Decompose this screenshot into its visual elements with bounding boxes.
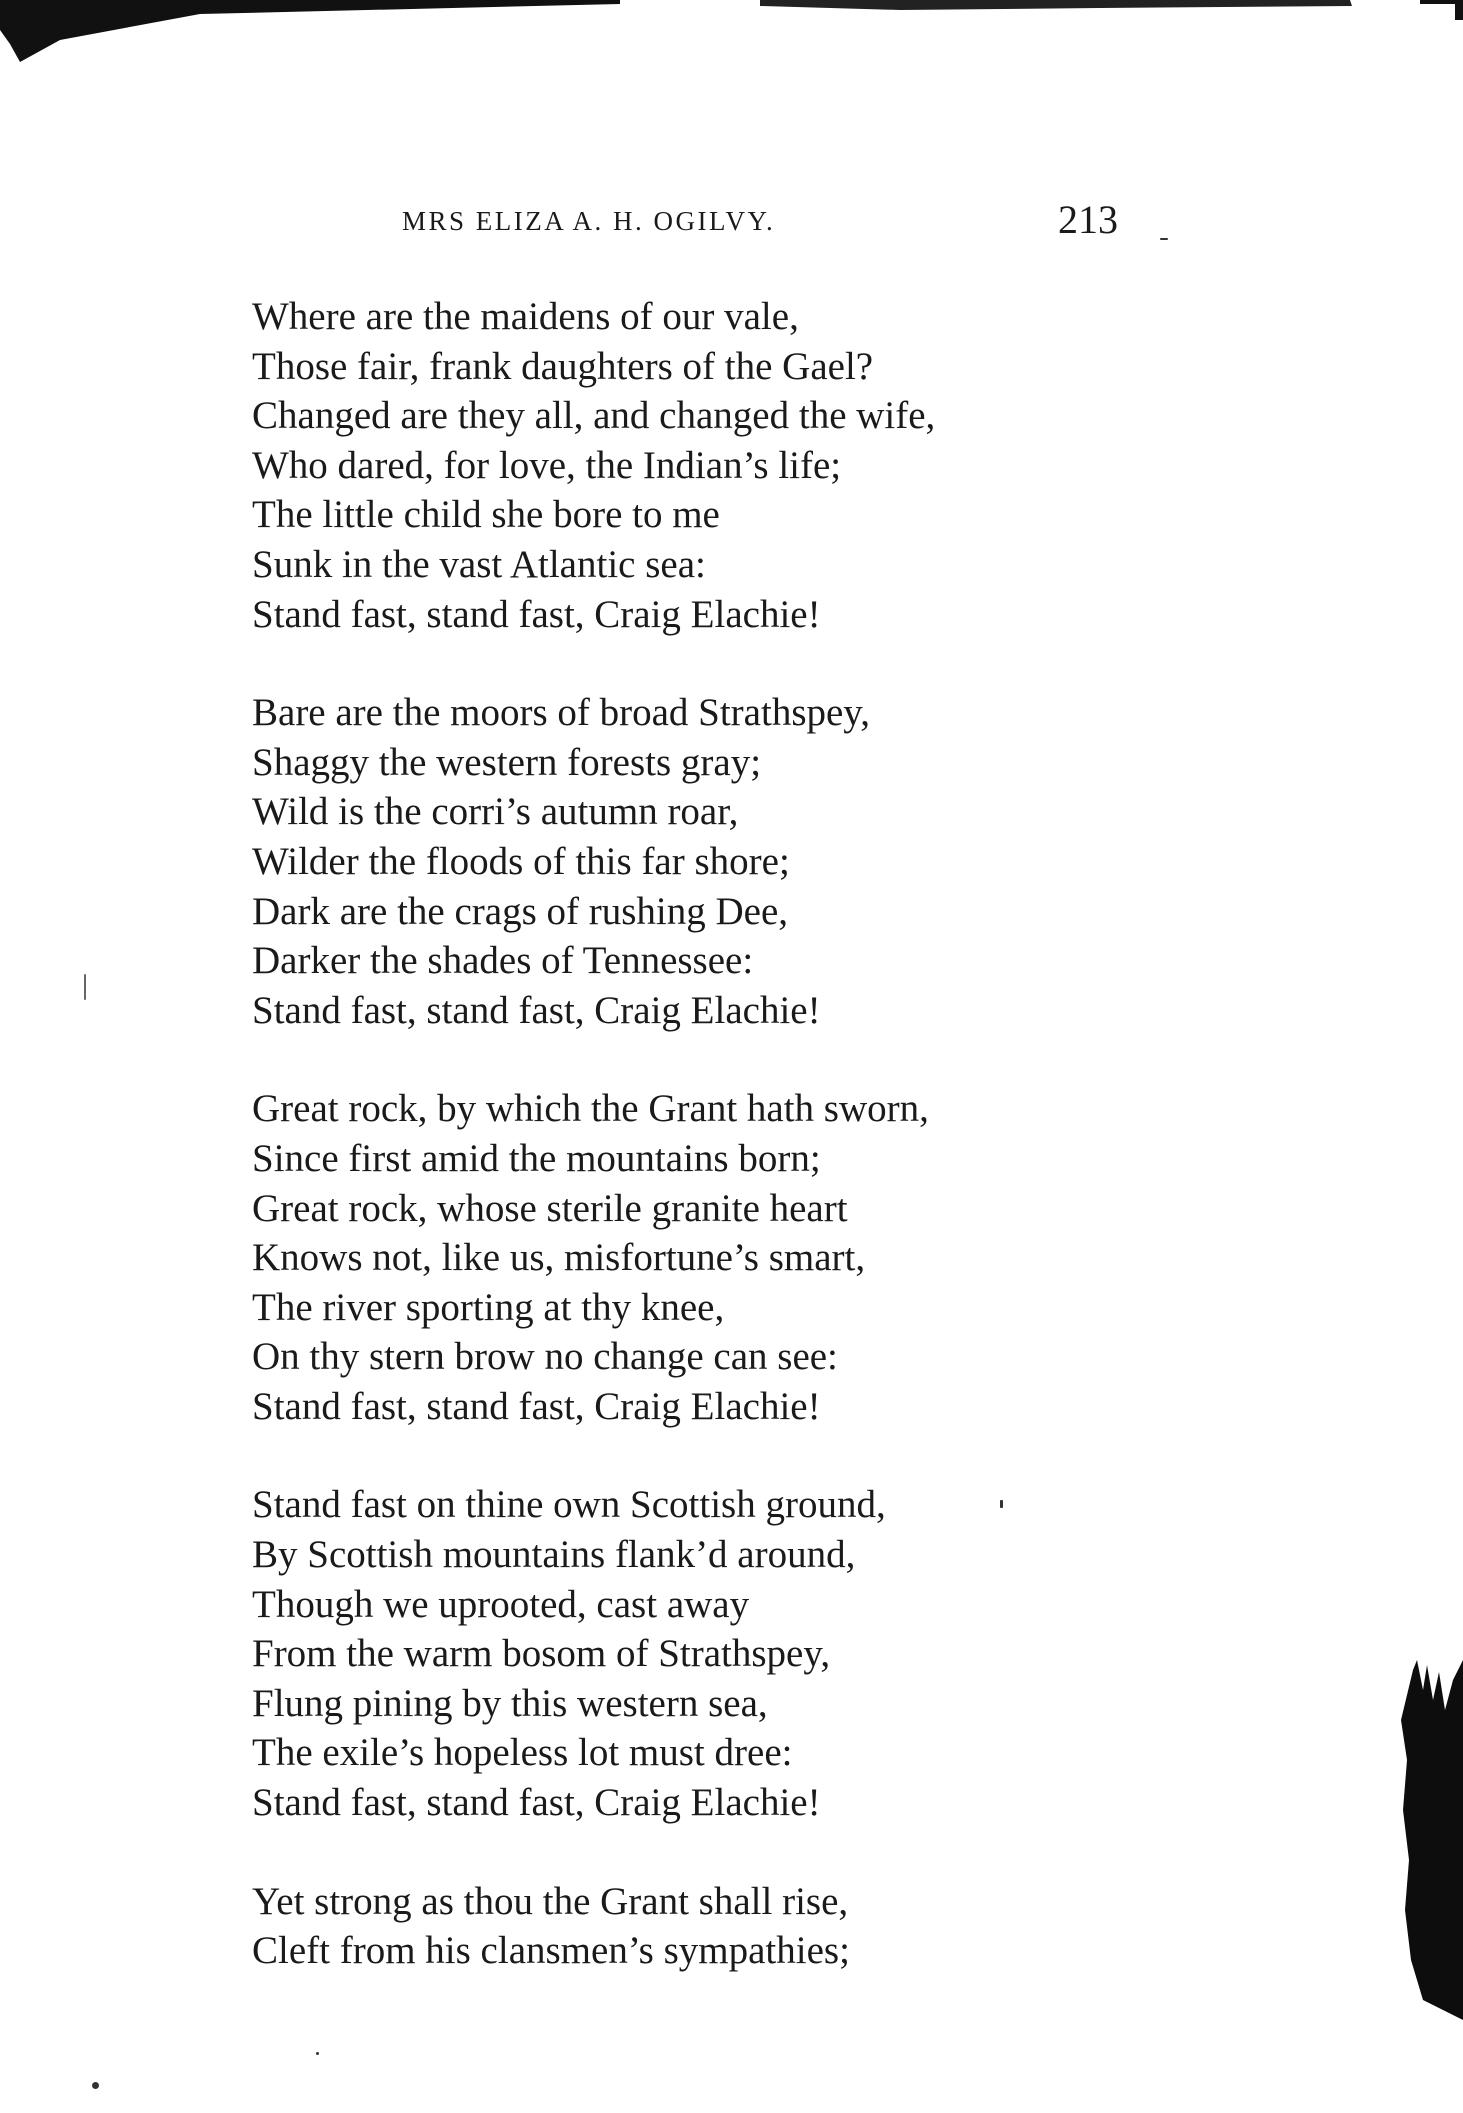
verse-line: The river sporting at thy knee, <box>252 1285 725 1329</box>
verse-line: Sunk in the vast Atlantic sea: <box>252 542 706 586</box>
verse-line: Flung pining by this western sea, <box>252 1681 768 1725</box>
verse-line: Wilder the floods of this far shore; <box>252 839 790 883</box>
verse-line: Changed are they all, and changed the wife, <box>252 394 936 438</box>
dust-speck <box>316 2052 319 2055</box>
verse-line-refrain: Stand fast, stand fast, Craig Elachie! <box>252 1781 821 1825</box>
verse-line: On thy stern brow no change can see: <box>252 1335 838 1379</box>
running-head <box>0 196 1463 246</box>
stanza-4 <box>252 1480 1252 1827</box>
verse-line: Knows not, like us, misfortune’s smart, <box>252 1236 866 1280</box>
verse-line: Bare are the moors of broad Strathspey, <box>252 691 871 735</box>
verse-line: Stand fast on thine own Scottish ground, <box>252 1483 886 1527</box>
dust-speck <box>84 974 86 1000</box>
verse-line: Where are the maidens of our vale, <box>252 295 799 338</box>
verse-line: Great rock, by which the Grant hath sworn, <box>252 1087 929 1131</box>
verse-line: Darker the shades of Tennessee: <box>252 939 754 983</box>
verse-line: The exile’s hopeless lot must dree: <box>252 1731 793 1775</box>
scan-edge-right <box>1383 1660 1463 2020</box>
running-title: MRS ELIZA A. H. OGILVY. <box>402 206 776 236</box>
verse-line: Those fair, frank daughters of the Gael? <box>252 344 874 388</box>
verse-line: Yet strong as thou the Grant shall rise, <box>252 1879 849 1923</box>
verse-line: By Scottish mountains flank’d around, <box>252 1533 856 1577</box>
verse-line: The little child she bore to me <box>252 493 720 537</box>
stanza-2 <box>252 688 1252 1035</box>
verse-line: From the warm bosom of Strathspey, <box>252 1632 831 1676</box>
verse-line: Dark are the crags of rushing Dee, <box>252 889 789 933</box>
verse-line-refrain: Stand fast, stand fast, Craig Elachie! <box>252 1384 821 1428</box>
scan-edge-top <box>0 0 1463 90</box>
verse-line: Great rock, whose sterile granite heart <box>252 1186 848 1230</box>
verse-line: Cleft from his clansmen’s sympathies; <box>252 1929 850 1973</box>
verse-line: Shaggy the western forests gray; <box>252 740 762 784</box>
verse-line: Who dared, for love, the Indian’s life; <box>252 443 842 487</box>
verse-line: Since first amid the mountains born; <box>252 1136 821 1180</box>
page-number: 213 <box>1058 197 1118 242</box>
stanza-3 <box>252 1084 1252 1431</box>
dust-speck <box>92 2082 99 2089</box>
verse-line-refrain: Stand fast, stand fast, Craig Elachie! <box>252 988 821 1032</box>
verse-line: Wild is the corri’s autumn roar, <box>252 790 739 834</box>
verse-line-refrain: Stand fast, stand fast, Craig Elachie! <box>252 592 821 636</box>
poem-body <box>252 292 1252 2025</box>
verse-line: Though we uprooted, cast away <box>252 1582 750 1626</box>
stanza-5 <box>252 1877 1252 1976</box>
stanza-1 <box>252 292 1252 639</box>
